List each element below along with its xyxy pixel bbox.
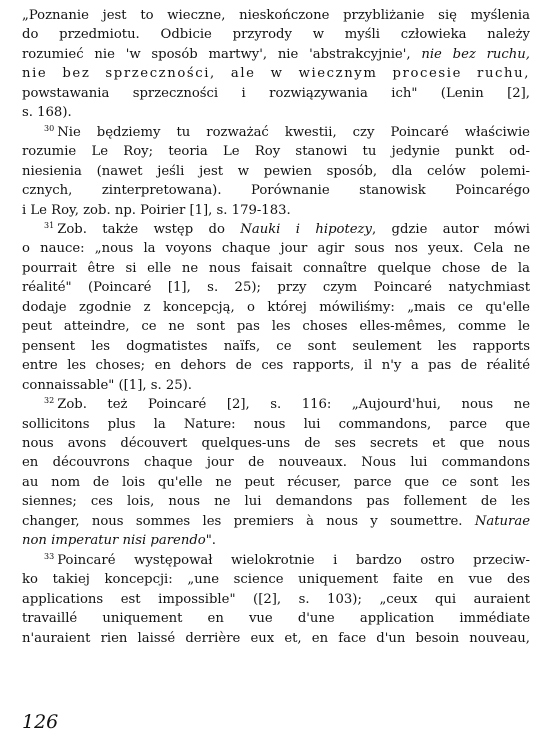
text-segment: changer, nous sommes les premiers à nous y soumettre. — [22, 513, 475, 529]
footnote-number: 33 — [44, 551, 55, 561]
text-line — [22, 551, 530, 570]
text-line: o nauce: „nous la voyons chaque jour agir sous nos yeux. Cela ne — [22, 241, 530, 257]
text-line: travaillé uniquement en vue d'une application immédiate — [22, 611, 530, 627]
text-segment: Nie będziemy tu rozważać kwestii, czy Poincaré właściwie — [57, 124, 530, 140]
text-segment: ". — [205, 533, 216, 549]
text-line: siennes; ces lois, nous ne lui demandons pas follement de les — [22, 494, 530, 510]
footnote-text-block — [22, 6, 530, 648]
lenin-quote-paragraph — [22, 6, 530, 123]
text-line: en découvrons chaque jour de nouveaux. Nous lui commandons — [22, 455, 530, 471]
footnote-33 — [22, 551, 530, 648]
text-line: peut atteindre, ce ne sont pas les choses elles-mêmes, comme le — [22, 319, 530, 335]
italic-text: Nauki i hipotezy — [240, 221, 372, 237]
italic-text: nie bez ruchu, — [421, 46, 530, 62]
text-line — [22, 45, 530, 64]
text-line: pourrait être si elle ne nous faisait connaître quelque chose de la — [22, 260, 530, 276]
text-line: i Le Roy, zob. np. Poirier [1], s. 179-183. — [22, 202, 291, 218]
page-number: 126 — [22, 711, 59, 733]
text-segment: Zob. także wstęp do — [57, 221, 241, 237]
text-segment: Poincaré występował wielokrotnie i bardzo ostro przeciw- — [57, 552, 530, 568]
text-line: do przedmiotu. Odbicie przyrody w myśli człowieka należy — [22, 27, 530, 43]
footnote-30 — [22, 123, 530, 220]
text-line: „Poznanie jest to wieczne, nieskończone przybliżanie się myślenia — [22, 8, 530, 23]
text-line: cznych, zinterpretowana). Porównanie stanowisk Poincarégo — [22, 183, 530, 199]
text-line — [22, 123, 530, 142]
text-line: réalité" (Poincaré [1], s. 25); przy czym Poincaré natychmiast — [22, 280, 530, 296]
footnote-number: 31 — [44, 220, 55, 230]
text-line — [22, 531, 530, 550]
text-line: connaissable" ([1], s. 25). — [22, 377, 192, 393]
text-line: applications est impossible" ([2], s. 103); „ceux qui auraient — [22, 591, 530, 607]
footnote-number: 32 — [44, 396, 55, 406]
text-line: ko takiej koncepcji: „une science uniquement faite en vue des — [22, 572, 530, 588]
italic-text: Naturae — [474, 513, 530, 529]
text-line: nous avons découvert quelques-uns de ses secrets et que nous — [22, 435, 530, 451]
text-line: au nom de lois qu'elle ne peut récuser, parce que ce sont les — [22, 474, 530, 490]
text-line — [22, 220, 530, 239]
text-line: s. 168). — [22, 105, 72, 121]
text-line: sollicitons plus la Nature: nous lui commandons, parce que — [22, 416, 530, 432]
italic-text: non imperatur nisi parendo — [22, 533, 206, 549]
text-segment: , gdzie autor mówi — [371, 221, 530, 237]
footnote-32 — [22, 395, 530, 551]
footnote-number: 30 — [44, 123, 55, 133]
text-line — [22, 395, 530, 414]
text-line: powstawania sprzeczności i rozwiązywania ich" (Lenin [2], — [22, 85, 530, 101]
text-line: niesienia (nawet jeśli jest w pewien sposób, dla celów polemi- — [22, 163, 530, 179]
text-segment: Zob. też Poincaré [2], s. 116: „Aujourd'hui, nous ne — [57, 397, 530, 413]
text-line: nie bez sprzeczności, ale w wiecznym procesie ruchu, — [22, 66, 530, 82]
text-segment: rozumieć nie 'w sposób martwy', nie 'abstrakcyjnie', — [22, 46, 422, 62]
footnote-31 — [22, 220, 530, 395]
text-line: dodaje zgodnie z koncepcją, o której mówiliśmy: „mais ce qu'elle — [22, 299, 530, 315]
text-line: rozumie Le Roy; teoria Le Roy stanowi tu jedynie punkt od- — [22, 144, 530, 160]
text-line: pensent les dogmatistes naïfs, ce sont seulement les rapports — [22, 338, 530, 354]
text-line: entre les choses; en dehors de ces rapports, il n'y a pas de réalité — [22, 358, 530, 374]
text-line: n'auraient rien laissé derrière eux et, en face d'un besoin nouveau, — [22, 630, 530, 646]
text-line — [22, 512, 530, 531]
